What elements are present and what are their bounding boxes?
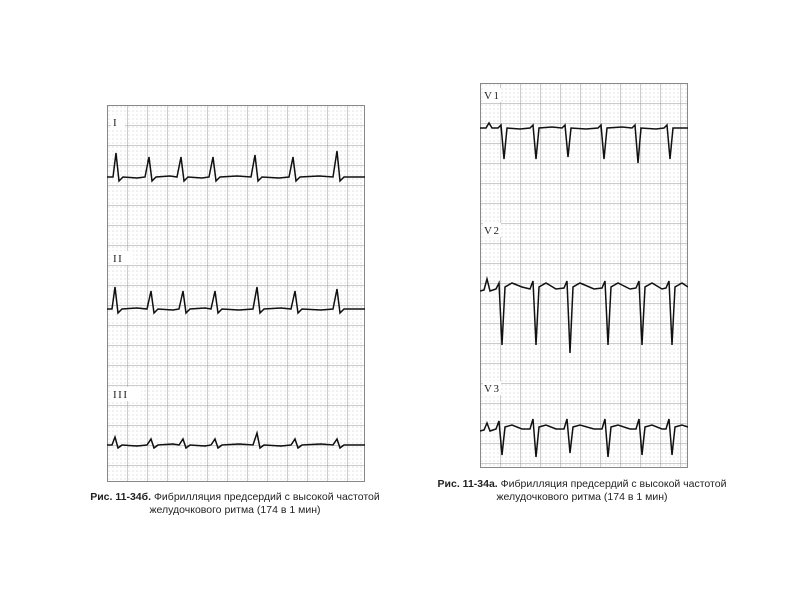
caption-left-figure (60, 491, 410, 517)
caption-left-number: Рис. 11-34б. (90, 491, 152, 503)
caption-left-line1: Фибрилляция предсердий с высокой частотой (153, 491, 380, 503)
lead-label-III: III (113, 389, 129, 401)
lead-label-V2: V2 (484, 225, 501, 237)
lead-label-II: II (113, 253, 124, 265)
caption-right-line2: желудочкового ритма (174 в 1 мин) (496, 491, 668, 503)
caption-right-line1: Фибрилляция предсердий с высокой частотой (500, 478, 727, 490)
lead-label-V1: V1 (484, 90, 501, 102)
lead-label-V3: V3 (484, 383, 501, 395)
caption-right-number: Рис. 11-34а. (437, 478, 498, 490)
caption-left-line2: желудочкового ритма (174 в 1 мин) (149, 504, 321, 516)
ecg-panel-limb-leads (107, 105, 365, 482)
ecg-panel-chest-leads (480, 83, 688, 468)
lead-label-I: I (113, 117, 119, 129)
ecg-grid-lines (480, 83, 688, 468)
caption-right-figure (432, 478, 732, 504)
ecg-grid-lines (107, 105, 365, 482)
